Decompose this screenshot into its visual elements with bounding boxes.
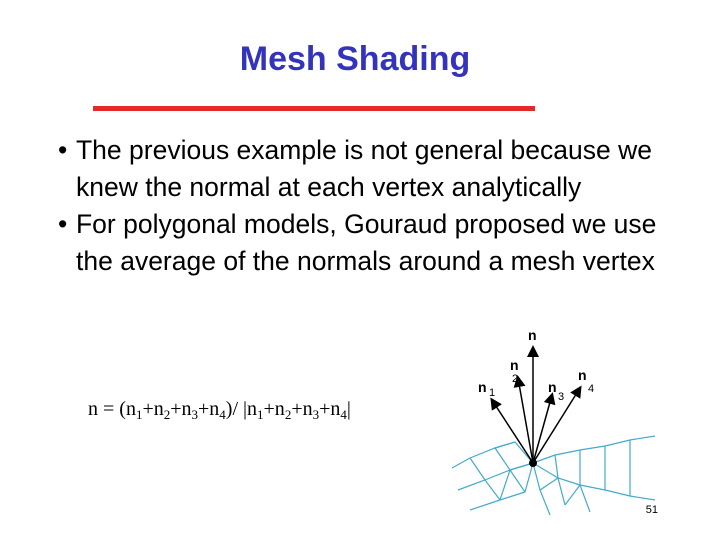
normal-label-n2: n xyxy=(510,357,519,373)
bullet-list xyxy=(58,132,698,280)
mesh-lines xyxy=(452,436,655,515)
normal-label-n: n xyxy=(528,327,537,343)
slide-title: Mesh Shading xyxy=(239,40,471,78)
normal-label-n1: n xyxy=(478,379,487,395)
normal-label-n4: n xyxy=(578,367,587,383)
normal-label-n3: n xyxy=(548,379,557,395)
bullet-item xyxy=(58,206,698,280)
normal-label-n4-sub: 4 xyxy=(588,383,595,395)
normal-average-formula: $n = (n_1+n_2+n_3+n_4)/$ $|n_1+n_2+n_3+n_4|$ xyxy=(88,398,351,422)
normal-arrows xyxy=(492,348,580,463)
bullet-text: For polygonal models, Gouraud proposed we use the average of the normals around a mesh vertex xyxy=(76,209,657,276)
bullet-icon: • xyxy=(58,135,68,165)
normal-label-n3-sub: 3 xyxy=(558,391,565,403)
title-underline xyxy=(93,106,535,111)
vertex-point xyxy=(529,459,537,467)
bullet-text: The previous example is not general because we knew the normal at each vertex analytically xyxy=(76,135,652,202)
bullet-item xyxy=(58,132,698,206)
normal-label-n2-sub: 2 xyxy=(512,373,519,385)
mesh-vertex-diagram xyxy=(440,320,670,520)
page-number: 51 xyxy=(645,504,658,516)
normal-label-n1-sub: 1 xyxy=(489,387,496,399)
bullet-icon: • xyxy=(58,209,68,239)
